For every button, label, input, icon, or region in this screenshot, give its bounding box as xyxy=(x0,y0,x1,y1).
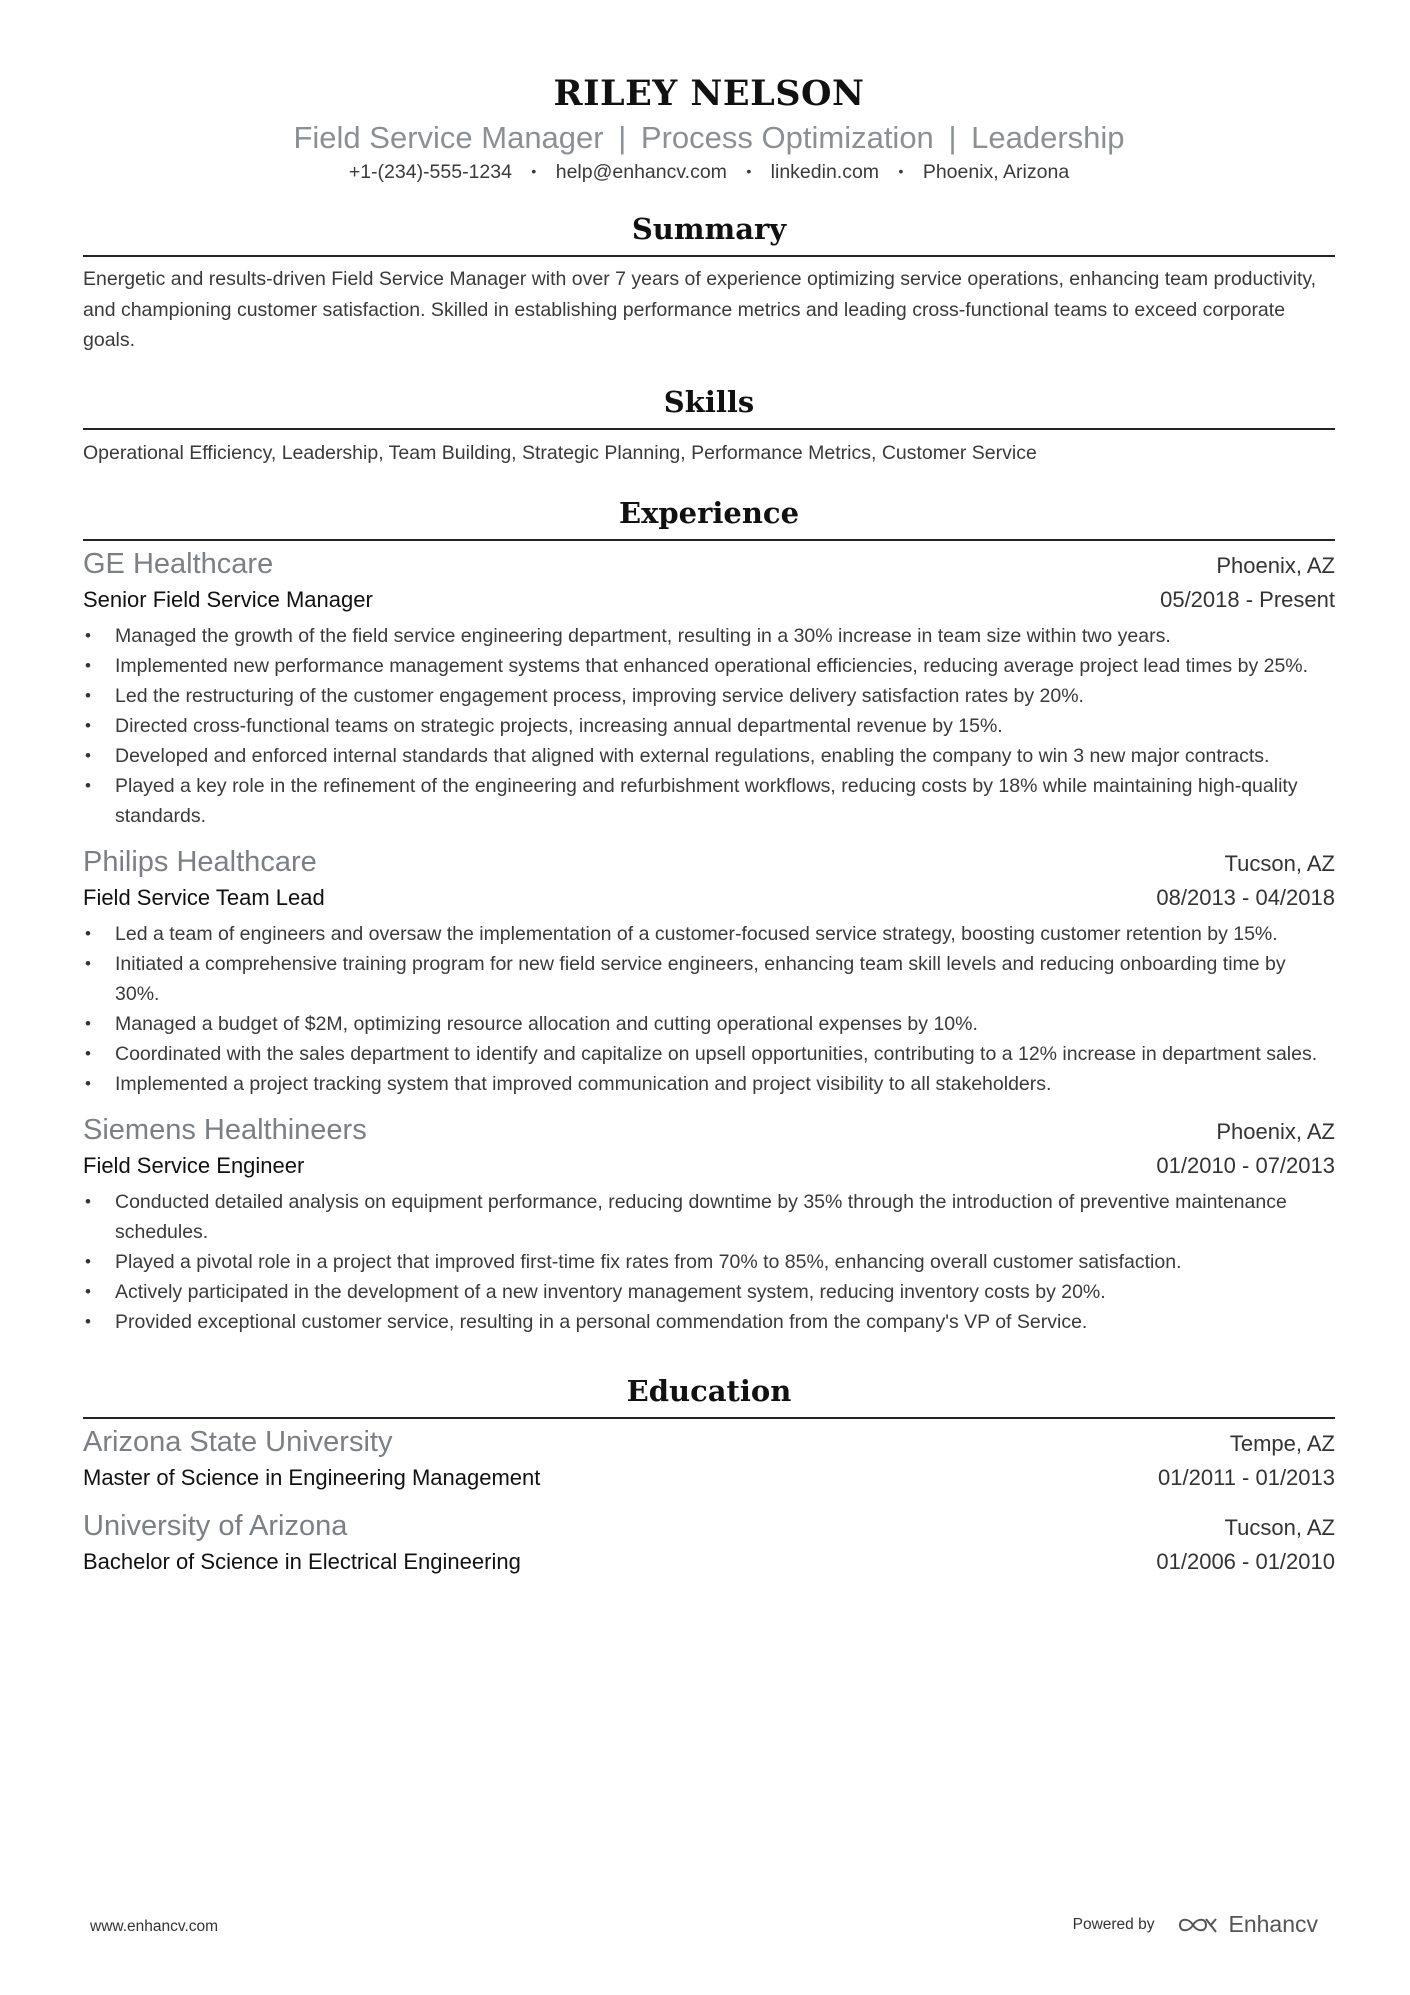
job-title: Senior Field Service Manager xyxy=(83,586,373,612)
entry-header xyxy=(83,843,1335,881)
job-location: Phoenix, AZ xyxy=(1216,552,1335,578)
contact-separator: • xyxy=(531,163,537,179)
entry-subheader xyxy=(83,1461,1335,1495)
headline-separator: | xyxy=(948,120,957,155)
experience-entry xyxy=(83,843,1335,1099)
resume-page xyxy=(83,0,1335,1579)
education-heading: Education xyxy=(626,1373,792,1408)
headline-part: Field Service Manager xyxy=(293,120,604,155)
experience-entry xyxy=(83,545,1335,831)
resume-header xyxy=(83,0,1335,187)
job-location: Tucson, AZ xyxy=(1224,850,1335,876)
degree: Bachelor of Science in Electrical Engineering xyxy=(83,1548,521,1574)
candidate-name: RILEY NELSON xyxy=(553,73,865,114)
entry-subheader xyxy=(83,881,1335,915)
experience-section xyxy=(83,493,1335,1337)
entry-subheader xyxy=(83,1149,1335,1183)
contact-phone[interactable]: +1-(234)-555-1234 xyxy=(348,161,512,183)
education-dates: 01/2011 - 01/2013 xyxy=(1158,1464,1335,1490)
section-divider xyxy=(83,255,1335,257)
powered-by-label: Powered by xyxy=(1072,1915,1155,1933)
contact-location: Phoenix, Arizona xyxy=(922,161,1070,183)
achievement-item: • Coordinated with the sales department to identify and capitalize on upsell opportunities, contributing to a 12% increase in department sales. xyxy=(83,1039,1335,1069)
achievement-list xyxy=(83,621,1335,831)
company-name: Siemens Healthineers xyxy=(83,1113,367,1146)
achievement-item: • Directed cross-functional teams on strategic projects, increasing annual departmental revenue by 15%. xyxy=(83,711,1335,741)
skills-text: Operational Efficiency, Leadership, Team Building, Strategic Planning, Performance Metrics, Customer Service xyxy=(83,441,1037,464)
contact-line xyxy=(83,158,1335,187)
achievement-item: • Actively participated in the development of a new inventory management system, reducing inventory costs by 20%. xyxy=(83,1277,1335,1307)
achievement-item: • Implemented new performance management systems that enhanced operational efficiencies, reducing average project lead times by 25%. xyxy=(83,651,1335,681)
achievement-list xyxy=(83,919,1335,1099)
headline-part: Process Optimization xyxy=(640,120,934,155)
section-divider xyxy=(83,1417,1335,1419)
achievement-list xyxy=(83,1187,1335,1337)
brand-logo[interactable] xyxy=(1176,1911,1318,1938)
achievement-item: • Conducted detailed analysis on equipment performance, reducing downtime by 35% through the introduction of preventive maintenance schedules. xyxy=(83,1187,1335,1247)
enhancv-logo-icon xyxy=(1176,1913,1220,1937)
summary-text: Energetic and results-driven Field Service Manager with over 7 years of experience optimizing service operations, enhancing team productivity, and championing customer satisfaction. Skilled in establishing performance metrics and leading cross-functional teams to exceed corporate goals. xyxy=(83,268,1317,351)
job-location: Phoenix, AZ xyxy=(1216,1118,1335,1144)
contact-email[interactable]: help@enhancv.com xyxy=(555,161,727,183)
achievement-item: • Led the restructuring of the customer engagement process, improving service delivery satisfaction rates by 20%. xyxy=(83,681,1335,711)
job-dates: 08/2013 - 04/2018 xyxy=(1156,884,1335,910)
headline-part: Leadership xyxy=(971,120,1125,155)
summary-heading: Summary xyxy=(631,212,787,246)
achievement-item: • Developed and enforced internal standards that aligned with external regulations, enabling the company to win 3 new major contracts. xyxy=(83,741,1335,771)
company-name: GE Healthcare xyxy=(83,547,274,580)
job-title: Field Service Team Lead xyxy=(83,884,325,910)
achievement-item: • Led a team of engineers and oversaw the implementation of a customer-focused service strategy, boosting customer retention by 15%. xyxy=(83,919,1335,949)
entry-header xyxy=(83,1507,1335,1545)
headline-separator: | xyxy=(618,120,627,155)
section-divider xyxy=(83,428,1335,430)
achievement-item: • Managed a budget of $2M, optimizing resource allocation and cutting operational expenses by 10%. xyxy=(83,1009,1335,1039)
experience-entry xyxy=(83,1111,1335,1337)
education-entry xyxy=(83,1423,1335,1495)
education-dates: 01/2006 - 01/2010 xyxy=(1156,1548,1335,1574)
brand-name: Enhancv xyxy=(1228,1911,1318,1937)
school-name: University of Arizona xyxy=(83,1509,348,1542)
school-name: Arizona State University xyxy=(83,1425,393,1458)
entry-header xyxy=(83,1423,1335,1461)
job-dates: 05/2018 - Present xyxy=(1160,586,1335,612)
entry-subheader xyxy=(83,1545,1335,1579)
experience-heading: Experience xyxy=(618,495,800,530)
skills-section xyxy=(83,382,1335,468)
company-name: Philips Healthcare xyxy=(83,845,317,878)
achievement-item: • Implemented a project tracking system that improved communication and project visibility to all stakeholders. xyxy=(83,1069,1335,1099)
education-entry xyxy=(83,1507,1335,1579)
education-section xyxy=(83,1371,1335,1579)
school-location: Tucson, AZ xyxy=(1224,1514,1335,1540)
contact-linkedin[interactable]: linkedin.com xyxy=(770,161,880,183)
job-title: Field Service Engineer xyxy=(83,1152,305,1178)
footer-website[interactable]: www.enhancv.com xyxy=(90,1918,219,1935)
achievement-item: • Provided exceptional customer service, resulting in a personal commendation from the company's VP of Service. xyxy=(83,1307,1335,1337)
achievement-item: • Played a pivotal role in a project that improved first-time fix rates from 70% to 85%, enhancing overall customer satisfaction. xyxy=(83,1247,1335,1277)
skills-heading: Skills xyxy=(663,384,755,419)
entry-subheader xyxy=(83,583,1335,617)
achievement-item: • Played a key role in the refinement of the engineering and refurbishment workflows, reducing costs by 18% while maintaining high-quality standards. xyxy=(83,771,1335,831)
footer-branding xyxy=(1073,1911,1318,1938)
headline xyxy=(83,118,1335,158)
section-divider xyxy=(83,539,1335,541)
achievement-item: • Initiated a comprehensive training program for new field service engineers, enhancing team skill levels and reducing onboarding time by 30%. xyxy=(83,949,1335,1009)
contact-separator: • xyxy=(898,163,904,179)
entry-header xyxy=(83,545,1335,583)
contact-separator: • xyxy=(746,163,752,179)
summary-section xyxy=(83,209,1335,356)
entry-header xyxy=(83,1111,1335,1149)
job-dates: 01/2010 - 07/2013 xyxy=(1156,1152,1335,1178)
achievement-item: • Managed the growth of the field service engineering department, resulting in a 30% increase in team size within two years. xyxy=(83,621,1335,651)
degree: Master of Science in Engineering Management xyxy=(83,1464,541,1490)
school-location: Tempe, AZ xyxy=(1229,1430,1335,1456)
